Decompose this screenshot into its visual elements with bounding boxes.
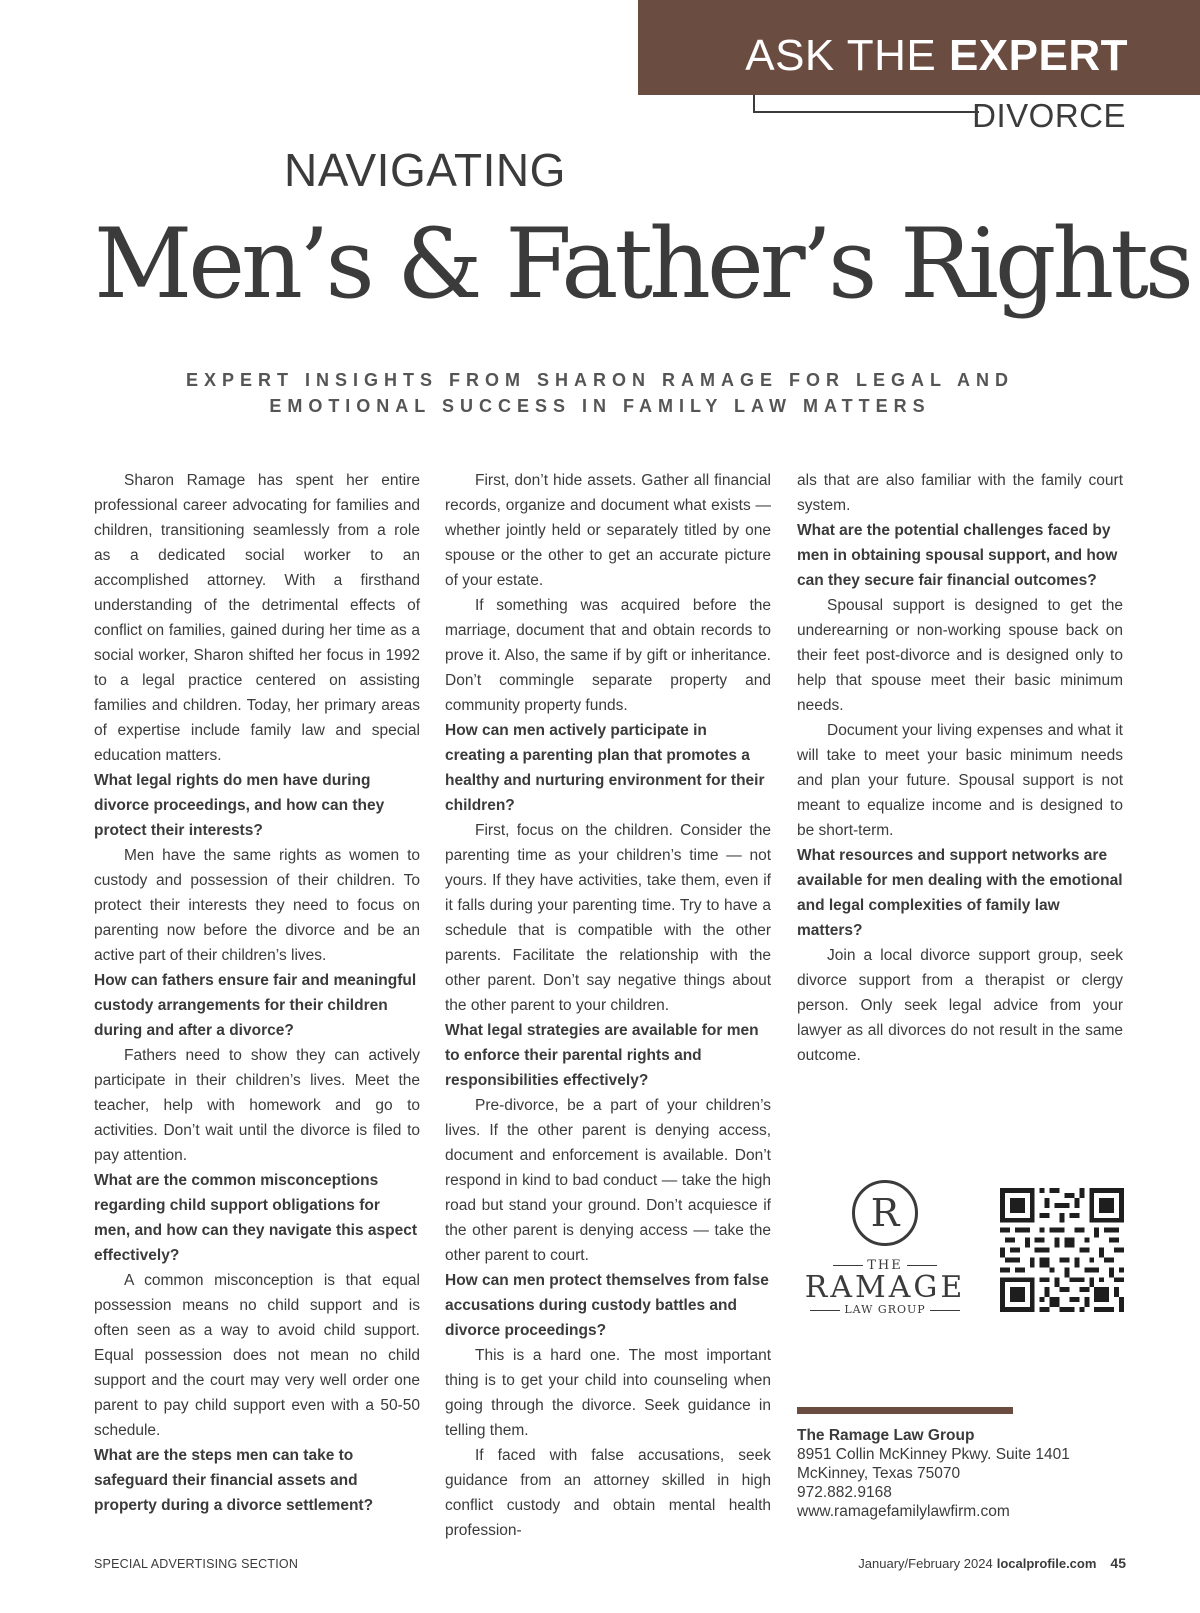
subheadline: EXPERT INSIGHTS FROM SHARON RAMAGE FOR LEGAL AND EMOTIONAL SUCCESS IN FAMILY LAW MATTERS [185,370,1015,416]
headline: Men’s & Father’s Rights [94,208,1191,320]
answer-paragraph: First, don’t hide assets. Gather all financial records, organize and document what exists — whether jointly held or separately titled by one spouse or the other to get an accurate picture of your estate. [445,472,771,589]
logo-the: THE [867,1258,903,1273]
ramage-law-group-logo [800,1180,970,1325]
contact-accent-bar [797,1407,1013,1414]
answer-paragraph: If faced with false accusations, seek guidance from an attorney skilled in high conflict custody and obtain mental health profession- [445,1447,771,1539]
answer-paragraph: Pre-divorce, be a part of your children’s lives. If the other parent is denying access, document and enforcement is available. Don’t respond in kind to bad conduct — take the high road but stand your ground. Don’t acquiesce if the other parent is denying access — take the other parent to court. [445,1097,771,1264]
question-heading: What are the potential challenges faced by men in obtaining spousal support, and how can they secure fair financial outcomes? [797,522,1118,589]
answer-paragraph: Men have the same rights as women to custody and possession of their children. To protect their interests they need to focus on parenting now before the divorce and be an active part of their children’s lives. [94,847,420,964]
logo-divider [930,1310,960,1311]
logo-divider [907,1265,937,1266]
intro-paragraph: Sharon Ramage has spent her entire professional career advocating for families and children, transitioning seamlessly from a role as a dedicated social worker to an accomplished attorney. With a firsthand understanding of the detrimental effects of conflict on families, gained during her time as a social worker, Sharon shifted her focus in 1992 to a legal practice centered on assisting families and children. Today, her primary areas of expertise include family law and special education matters. [94,472,420,764]
article-column-1 [94,468,420,1518]
answer-paragraph: A common misconception is that equal possession means no child support and is often seen as a way to avoid child support. Equal possession does not mean no child support and the court may very well order one parent to pay child support even with a 50-50 schedule. [94,1272,420,1439]
question-heading: What are the common misconceptions regarding child support obligations for men, and how can they navigate this aspect effectively? [94,1172,418,1264]
answer-paragraph: als that are also familiar with the family court system. [797,472,1123,514]
banner-emphasis: EXPERT [948,31,1128,80]
website-link[interactable]: www.ramagefamilylawfirm.com [797,1503,1010,1520]
question-heading: How can men actively participate in creating a parenting plan that promotes a healthy and nurturing environment for their children? [445,722,765,814]
logo-divider [833,1265,863,1266]
contact-block [797,1426,1070,1521]
question-heading: What legal strategies are available for men to enforce their parental rights and responsibilities effectively? [445,1022,759,1089]
qr-code[interactable] [1000,1188,1124,1312]
logo-sub-row [800,1303,970,1316]
article-column-2 [445,468,771,1543]
answer-paragraph: Join a local divorce support group, seek divorce support from a therapist or clergy person. Only seek legal advice from your lawyer as all divorces do not result in the same outcome. [797,947,1123,1064]
answer-paragraph: First, focus on the children. Consider the parenting time as your children’s time — not yours. If they have activities, take them, even if it falls during your parenting time. Try to have a schedule that is compatible with the other parents. Facilitate the relationship with the other parent. Don’t say negative things about the other parent to your children. [445,822,771,1014]
banner-prefix: ASK THE [745,31,937,80]
question-heading: What legal rights do men have during divorce proceedings, and how can they protect their interests? [94,772,385,839]
section-banner [638,0,1200,95]
footer-section-label: SPECIAL ADVERTISING SECTION [94,1557,299,1571]
answer-paragraph: If something was acquired before the marriage, document that and obtain records to prove it. Also, the same if by gift or inheritance. Don’t commingle separate property and community property funds. [445,597,771,714]
answer-paragraph: Spousal support is designed to get the underearning or non-working spouse back on their feet post-divorce and is designed only to help that spouse meet their basic minimum needs. [797,597,1123,714]
question-heading: What are the steps men can take to safeguard their financial assets and property during a divorce settlement? [94,1447,374,1514]
article-column-3 [797,468,1123,1068]
answer-paragraph: Document your living expenses and what it will take to meet your basic minimum needs and plan your future. Spousal support is not meant to equalize income and is designed to be short-term. [797,722,1123,839]
category-rule-horizontal [753,111,979,113]
question-heading: What resources and support networks are available for men dealing with the emotional and legal complexities of family law matters? [797,847,1123,939]
question-heading: How can fathers ensure fair and meaningful custody arrangements for their children during and after a divorce? [94,972,417,1039]
address-line-1: 8951 Collin McKinney Pkwy. Suite 1401 [797,1446,1070,1463]
firm-name: The Ramage Law Group [797,1427,975,1444]
logo-subtitle: LAW GROUP [844,1303,926,1316]
answer-paragraph: This is a hard one. The most important thing is to get your child into counseling when going through the divorce. Seek guidance in telling them. [445,1347,771,1439]
headline-kicker: NAVIGATING [284,144,566,196]
phone-number[interactable]: 972.882.9168 [797,1484,892,1501]
category-label: DIVORCE [972,97,1126,134]
page-number: 45 [1110,1555,1126,1571]
logo-name: RAMAGE [804,1270,966,1305]
logo-divider [810,1310,840,1311]
issue-date: January/February 2024 [858,1556,993,1571]
site-name[interactable]: localprofile.com [996,1556,1097,1571]
question-heading: How can men protect themselves from false accusations during custody battles and divorce proceedings? [445,1272,769,1339]
address-line-2: McKinney, Texas 75070 [797,1465,961,1482]
answer-paragraph: Fathers need to show they can actively participate in their children’s lives. Meet the teacher, help with homework and go to activities. Don’t wait until the divorce is filed to pay attention. [94,1047,420,1164]
logo-monogram: R [852,1180,918,1246]
footer-folio [858,1555,1126,1571]
